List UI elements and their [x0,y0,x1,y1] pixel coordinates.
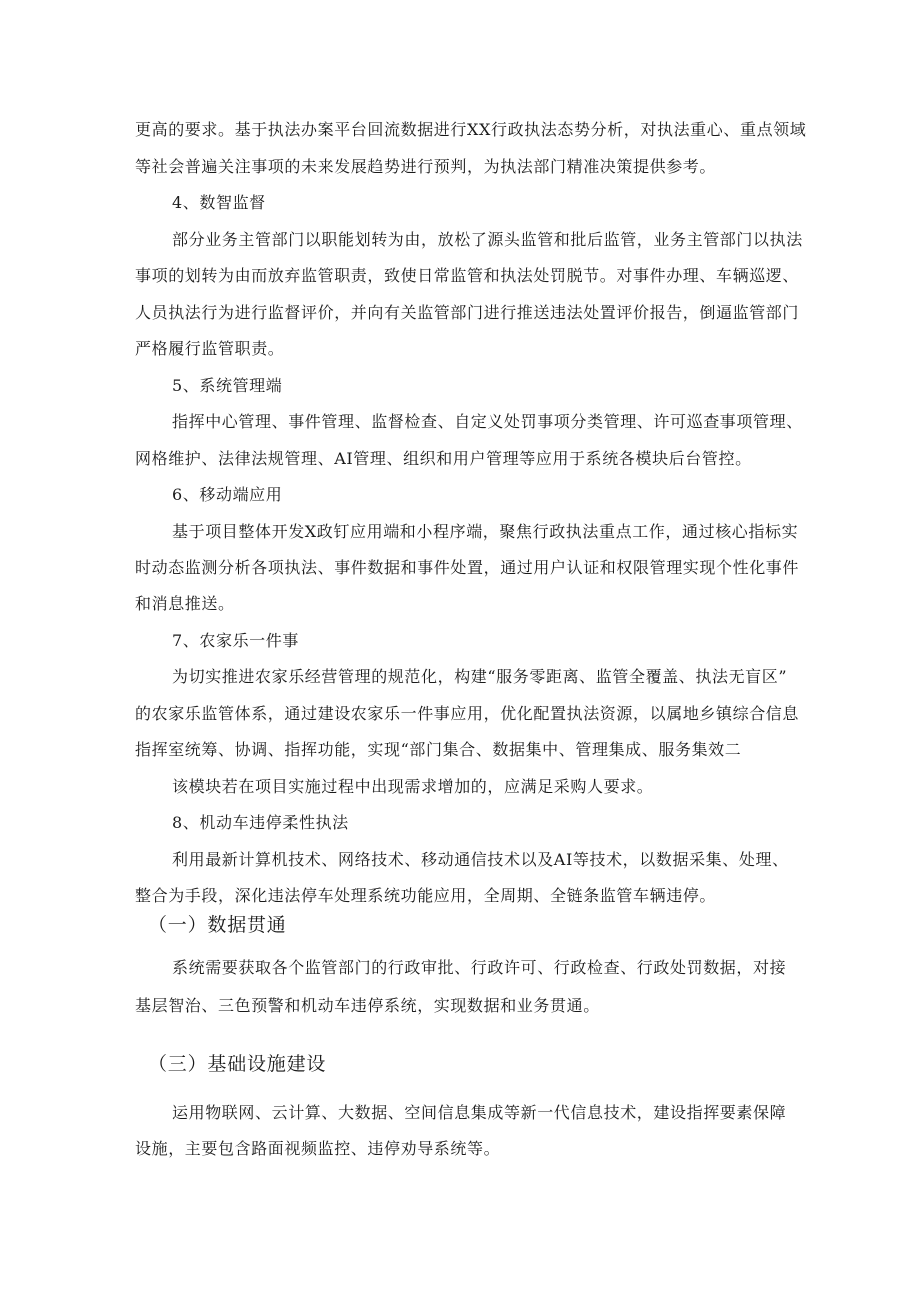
item-heading: 4、数智监督 [172,193,266,212]
paragraph-line: 系统需要获取各个监管部门的行政审批、行政许可、行政检查、行政处罚数据，对接 [172,958,787,977]
paragraph-line: 严格履行监管职责。 [135,339,285,358]
paragraph-line: 更高的要求。基于执法办案平台回流数据进行XX行政执法态势分析，对执法重心、重点领域 [135,120,807,139]
section-heading: （一）数据贯通 [148,914,287,936]
section-heading: （三）基础设施建设 [148,1053,327,1075]
paragraph-line: 基层智治、三色预警和机动车违停系统，实现数据和业务贯通。 [135,996,600,1015]
item-heading: 6、移动端应用 [172,485,283,504]
item-heading: 5、系统管理端 [172,376,283,395]
paragraph-line: 和消息推送。 [135,594,235,613]
paragraph-line: 部分业务主管部门以职能划转为由，放松了源头监管和批后监管，业务主管部门以执法 [172,230,803,249]
paragraph-line: 利用最新计算机技术、网络技术、移动通信技术以及AI等技术，以数据采集、处理、 [172,850,789,869]
paragraph-line: 时动态监测分析各项执法、事件数据和事件处置，通过用户认证和权限管理实现个性化事件 [135,558,800,577]
paragraph-line: 整合为手段，深化违法停车处理系统功能应用，全周期、全链条监管车辆违停。 [135,886,717,905]
paragraph-line: 指挥室统筹、协调、指挥功能，实现“部门集合、数据集中、管理集成、服务集效二 [135,740,742,759]
paragraph-line: 设施，主要包含路面视频监控、违停劝导系统等。 [135,1139,501,1158]
paragraph-line: 基于项目整体开发X政钉应用端和小程序端，聚焦行政执法重点工作，通过核心指标实 [172,522,799,541]
paragraph-line: 为切实推进农家乐经营管理的规范化，构建“服务零距离、监管全覆盖、执法无盲区” [172,667,788,686]
item-heading: 7、农家乐一件事 [172,631,299,650]
paragraph-line: 等社会普遍关注事项的未来发展趋势进行预判，为执法部门精准决策提供参考。 [135,157,717,176]
paragraph-line: 人员执法行为进行监督评价，并向有关监管部门进行推送违法处置评价报告，倒逼监管部门 [135,303,800,322]
paragraph-line: 运用物联网、云计算、大数据、空间信息集成等新一代信息技术，建设指挥要素保障 [172,1103,787,1122]
paragraph-line: 事项的划转为由而放弃监管职责，致使日常监管和执法处罚脱节。对事件办理、车辆巡逻、 [135,266,800,285]
item-heading: 8、机动车违停柔性执法 [172,813,349,832]
paragraph-line: 网格维护、法律法规管理、AI管理、组织和用户管理等应用于系统各模块后台管控。 [135,449,752,468]
paragraph-line: 的农家乐监管体系，通过建设农家乐一件事应用，优化配置执法资源，以属地乡镇综合信息 [135,704,800,723]
paragraph-line: 指挥中心管理、事件管理、监督检查、自定义处罚事项分类管理、许可巡查事项管理、 [172,412,803,431]
paragraph-line: 该模块若在项目实施过程中出现需求增加的，应满足采购人要求。 [172,777,654,796]
